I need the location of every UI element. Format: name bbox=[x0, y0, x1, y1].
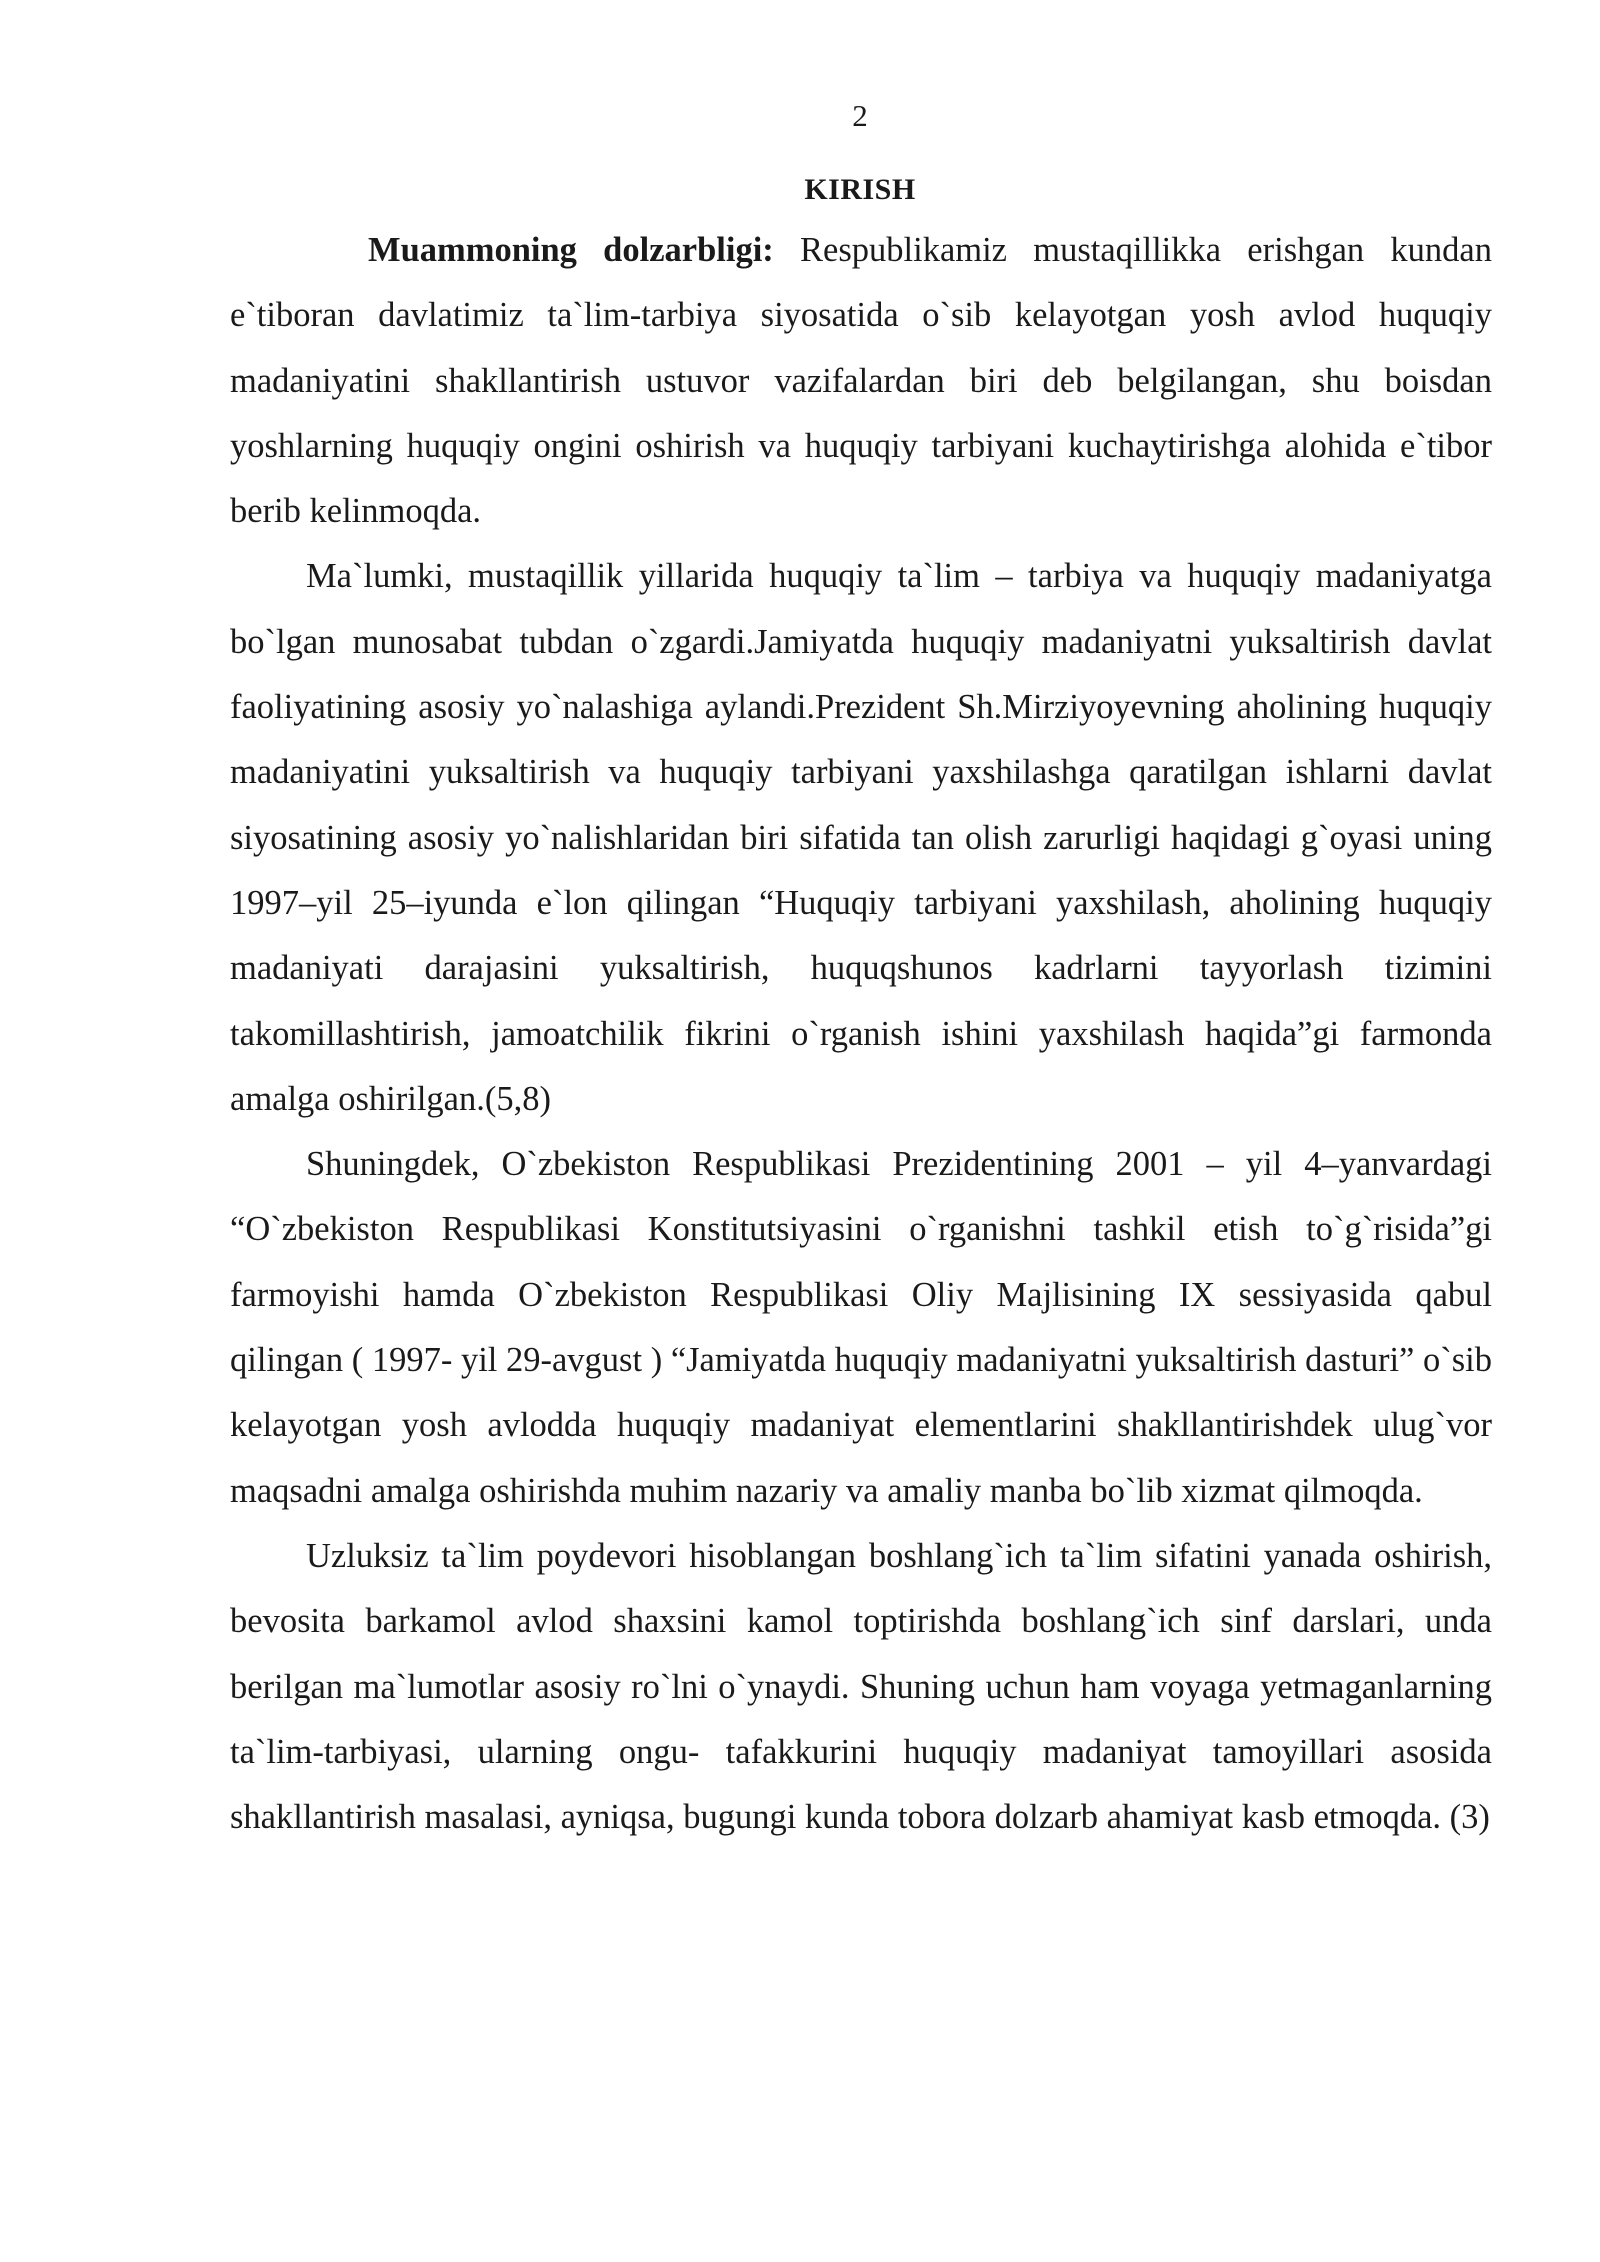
paragraph bbox=[230, 1524, 1492, 1850]
page-number: 2 bbox=[852, 98, 868, 133]
paragraph bbox=[230, 544, 1492, 1132]
paragraph-text: Respublikamiz mustaqillikka erishgan kundan e`tiboran davlatimiz ta`lim-tarbiya siyosatida o`sib kelayotgan yosh avlod huquqiy madaniyatini shakllantirish ustuvor vazifalardan biri deb belgilangan, shu boisdan yoshlarning huquqiy ongini oshirish va huquqiy tarbiyani kuchaytirishga alohida e`tibor berib kelinmoqda. bbox=[230, 231, 1492, 531]
paragraph-relevance bbox=[230, 218, 1492, 544]
paragraph-lead-heading: Muammoning dolzarbligi: bbox=[368, 231, 774, 269]
paragraph-text: Shuningdek, O`zbekiston Respublikasi Prezidentining 2001 – yil 4–yanvardagi “O`zbekiston Respublikasi Konstitutsiyasini o`rganishni tashkil etish to`g`risida”gi farmoyishi hamda O`zbekiston Respublikasi Oliy Majlisining IX sessiyasida qabul qilingan ( 1997- yil 29-avgust ) “Jamiyatda huquqiy madaniyatni yuksaltirish dasturi” o`sib kelayotgan yosh avlodda huquqiy madaniyat elementlarini shakllantirishdek ulug`vor maqsadni amalga oshirishda muhim nazariy va amaliy manba bo`lib xizmat qilmoqda. bbox=[230, 1145, 1492, 1510]
paragraph-text: Uzluksiz ta`lim poydevori hisoblangan boshlang`ich ta`lim sifatini yanada oshirish, bevosita barkamol avlod shaxsini kamol toptirishda boshlang`ich sinf darslari, unda berilgan ma`lumotlar asosiy ro`lni o`ynaydi. Shuning uchun ham voyaga yetmaganlarning ta`lim-tarbiyasi, ularning ongu- tafakkurini huquqiy madaniyat tamoyillari asosida shakllantirish masalasi, ayniqsa, bugungi kunda tobora dolzarb ahamiyat kasb etmoqda. (3) bbox=[230, 1536, 1492, 1837]
body-text bbox=[230, 218, 1492, 1850]
paragraph-text: Ma`lumki, mustaqillik yillarida huquqiy ta`lim – tarbiya va huquqiy madaniyatga bo`lgan munosabat tubdan o`zgardi.Jamiyatda huquqiy madaniyatni yuksaltirish davlat faoliyatining asosiy yo`nalashiga aylandi.Prezident Sh.Mirziyoyevning aholining huquqiy madaniyatini yuksaltirish va huquqiy tarbiyani yaxshilashga qaratilgan ishlarni davlat siyosatining asosiy yo`nalishlaridan biri sifatida tan olish zarurligi haqidagi g`oyasi uning 1997–yil 25–iyunda e`lon qilingan “Huquqiy tarbiyani yaxshilash, aholining huquqiy madaniyati darajasini yuksaltirish, huquqshunos kadrlarni tayyorlash tizimini takomillashtirish, jamoatchilik fikrini o`rganish ishini yaxshilash haqida”gi farmonda amalga oshirilgan.(5,8) bbox=[230, 557, 1492, 1118]
paragraph bbox=[230, 1132, 1492, 1524]
section-title: KIRISH bbox=[804, 173, 916, 206]
